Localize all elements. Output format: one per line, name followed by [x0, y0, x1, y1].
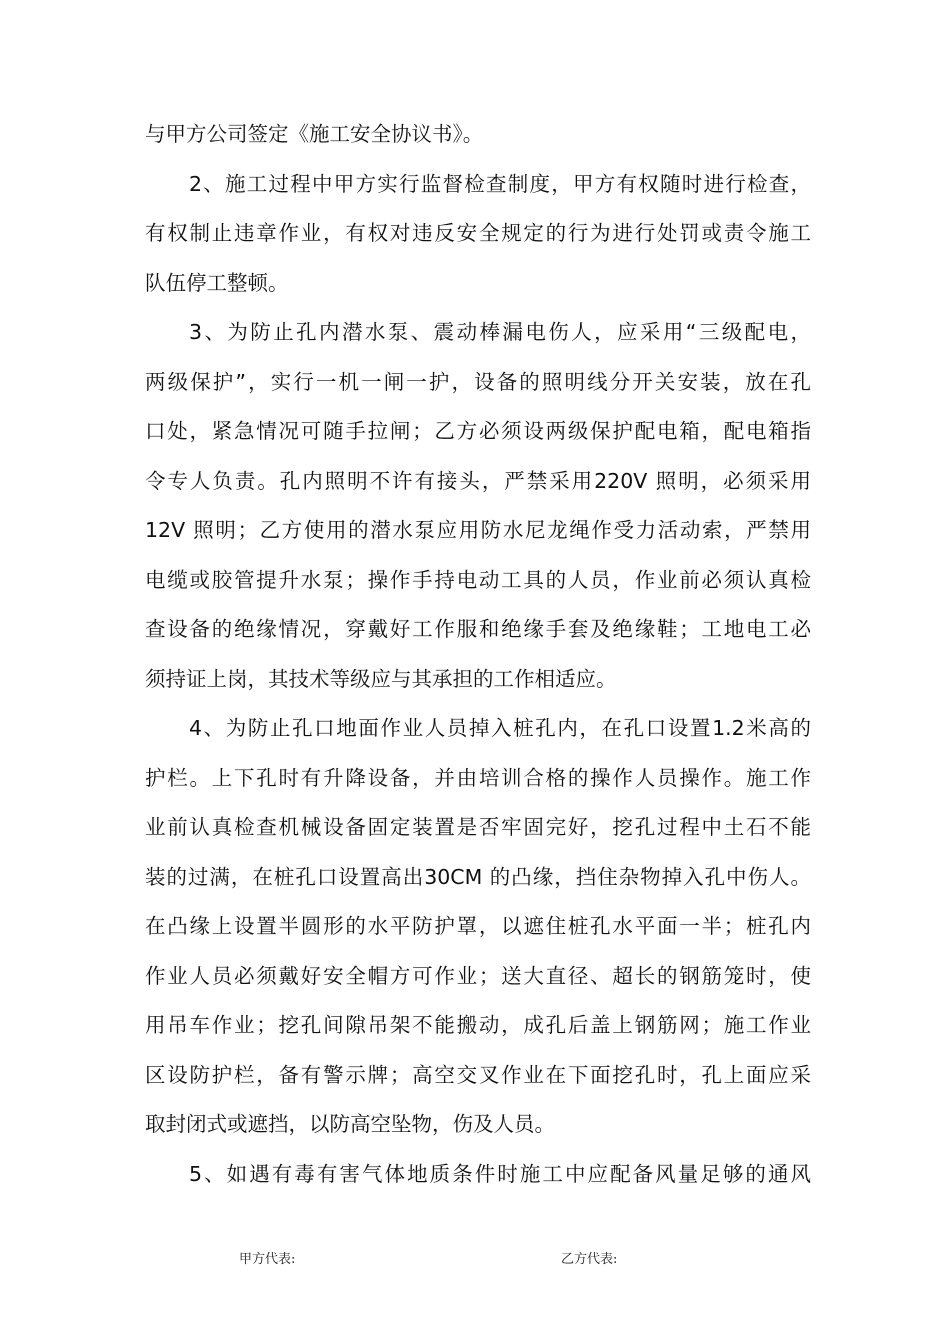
text-line: 须持证上岗，其技术等级应与其承担的工作相适应。 [145, 666, 617, 691]
text-line: 口处，紧急情况可随手拉闸；乙方必须设两级保护配电箱，配电箱指 [145, 419, 811, 443]
party-a-signature-label: 甲方代表: [239, 1252, 296, 1267]
text-line: 5、如遇有毒有害气体地质条件时施工中应配备风量足够的通风 [189, 1161, 811, 1186]
text-line: 作业人员必须戴好安全帽方可作业；送大直径、超长的钢筋笼时，使 [145, 963, 811, 988]
text-line: 区设防护栏，备有警示牌；高空交叉作业在下面挖孔时，孔上面应采 [145, 1062, 811, 1087]
text-line: 护栏。上下孔时有升降设备，并由培训合格的操作人员操作。施工作 [145, 765, 811, 790]
text-line: 取封闭式或遮挡，以防高空坠物，伤及人员。 [145, 1112, 555, 1136]
text-line: 3、为防止孔内潜水泵、震动棒漏电伤人，应采用“三级配电， [189, 320, 811, 344]
text-line: 令专人负责。孔内照明不许有接头，严禁采用220V 照明，必须采用 [145, 468, 811, 493]
text-line: 12V 照明；乙方使用的潜水泵应用防水尼龙绳作受力活动索，严禁用 [145, 518, 811, 542]
text-line: 与甲方公司签定《施工安全协议书》。 [145, 122, 484, 146]
text-line: 电缆或胶管提升水泵；操作手持电动工具的人员，作业前必须认真检 [145, 567, 811, 592]
text-line: 4、为防止孔口地面作业人员掉入桩孔内，在孔口设置1.2米高的 [189, 716, 811, 740]
text-line: 查设备的绝缘情况，穿戴好工作服和绝缘手套及绝缘鞋；工地电工必 [145, 617, 811, 641]
text-line: 业前认真检查机械设备固定装置是否牢固完好，挖孔过程中土石不能 [145, 815, 811, 839]
text-line: 两级保护”，实行一机一闸一护，设备的照明线分开关安装，放在孔 [145, 369, 811, 394]
party-b-signature-label: 乙方代表: [561, 1252, 618, 1267]
text-line: 装的过满，在桩孔口设置高出30CM 的凸缘，挡住杂物掉入孔中伤人。 [145, 864, 811, 889]
document-body [145, 110, 811, 1199]
text-line: 在凸缘上设置半圆形的水平防护罩，以遮住桩孔水平面一半；桩孔内 [145, 914, 811, 938]
text-line: 队伍停工整顿。 [145, 270, 289, 295]
text-line: 有权制止违章作业，有权对违反安全规定的行为进行处罚或责令施工 [145, 221, 811, 245]
text-line: 用吊车作业；挖孔间隙吊架不能搬动，成孔后盖上钢筋网；施工作业 [145, 1013, 811, 1037]
text-line: 2、施工过程中甲方实行监督检查制度，甲方有权随时进行检查， [189, 171, 811, 196]
